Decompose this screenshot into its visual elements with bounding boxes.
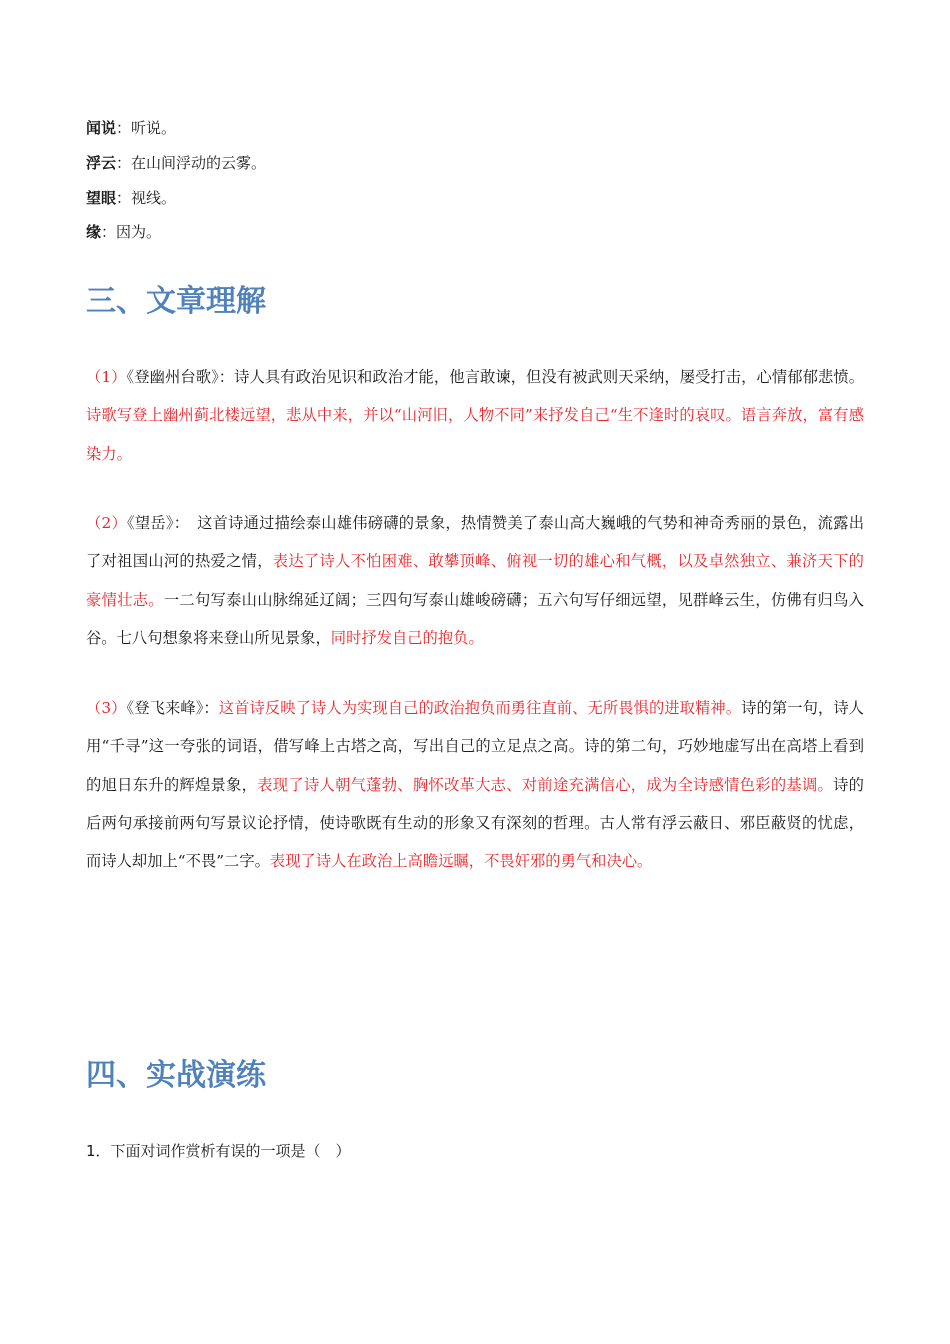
glossary-term: 闻说 bbox=[86, 119, 117, 137]
glossary-definition: 因为。 bbox=[116, 223, 162, 241]
glossary-item bbox=[86, 153, 266, 173]
paragraph-text: 《登幽州台歌》：诗人具有政治见识和政治才能，他言敢谏，但没有被武则天采纳，屡受打击，心情郁郁悲愤。 bbox=[126, 368, 865, 386]
highlight-text: 表达了诗人不怕困难、敢攀顶峰、俯视一切的雄心和气概，以及卓然独立、兼济天下的豪情壮志。 bbox=[86, 552, 864, 609]
analysis-paragraph-3 bbox=[86, 689, 864, 880]
glossary-term: 浮云 bbox=[86, 154, 117, 172]
highlight-text: 表现了诗人在政治上高瞻远瞩，不畏奸邪的勇气和决心。 bbox=[269, 852, 653, 871]
paragraph-text: 诗的第一句，诗人用“千寻”这一夸张的词语，借写峰上古塔之高，写出自己的立足点之高。诗的第二句，巧妙地虚写出在高塔上看到的旭日东升的辉煌景象， bbox=[86, 699, 864, 794]
glossary-term: 望眼 bbox=[86, 189, 117, 207]
glossary-separator: ： bbox=[101, 223, 117, 241]
glossary-definition: 在山间浮动的云雾。 bbox=[131, 154, 267, 172]
section-heading-practice: 四、实战演练 bbox=[86, 1058, 266, 1093]
paragraph-label: （3） bbox=[86, 699, 127, 717]
paragraph-text: 《望岳》： 这首诗通过描绘泰山雄伟磅礴的景象，热情赞美了泰山高大巍峨的气势和神奇秀丽的景色，流露出了对祖国山河的热爱之情， bbox=[86, 514, 864, 571]
analysis-paragraph-2 bbox=[86, 504, 864, 657]
paragraph-text: 《登飞来峰》： bbox=[126, 699, 219, 717]
glossary-separator: ： bbox=[116, 154, 132, 172]
highlight-text: 同时抒发自己的抱负。 bbox=[330, 628, 484, 647]
glossary-item bbox=[86, 188, 176, 208]
glossary-definition: 听说。 bbox=[131, 119, 177, 137]
highlight-text: 这首诗反映了诗人为实现自己的政治抱负而勇往直前、无所畏惧的进取精神。 bbox=[218, 699, 742, 717]
glossary-item bbox=[86, 118, 176, 138]
glossary-separator: ： bbox=[116, 119, 132, 137]
glossary-item bbox=[86, 222, 161, 242]
glossary-definition: 视线。 bbox=[131, 189, 177, 207]
paragraph-label: （1） bbox=[86, 368, 127, 386]
question-number: 1． bbox=[86, 1142, 111, 1160]
paragraph-label: （2） bbox=[86, 514, 127, 532]
paragraph-text: 诗的后两句承接前两句写景议论抒情，使诗歌既有生动的形象又有深刻的哲理。古人常有浮云蔽日、邪臣蔽贤的忧虑，而诗人却加上“不畏”二字。 bbox=[86, 775, 864, 871]
question-text: 下面对词作赏析有误的一项是（ ） bbox=[110, 1142, 351, 1160]
question-item bbox=[86, 1141, 351, 1161]
highlight-text: 表现了诗人朝气蓬勃、胸怀改革大志、对前途充满信心，成为全诗感情色彩的基调。 bbox=[257, 775, 834, 794]
highlight-text: 诗歌写登上幽州蓟北楼远望，悲从中来，并以“山河旧，人物不同”来抒发自己“生不逢时的哀叹。语言奔放，富有感染力。 bbox=[86, 406, 864, 463]
paragraph-text: 一二句写泰山山脉绵延辽阔；三四句写泰山雄峻磅礴；五六句写仔细远望，见群峰云生，仿佛有归鸟入谷。七八句想象将来登山所见景象， bbox=[86, 590, 864, 647]
section-heading-understanding: 三、文章理解 bbox=[86, 284, 266, 319]
glossary-term: 缘 bbox=[86, 223, 102, 241]
glossary-separator: ： bbox=[116, 189, 132, 207]
analysis-paragraph-1 bbox=[86, 358, 864, 473]
